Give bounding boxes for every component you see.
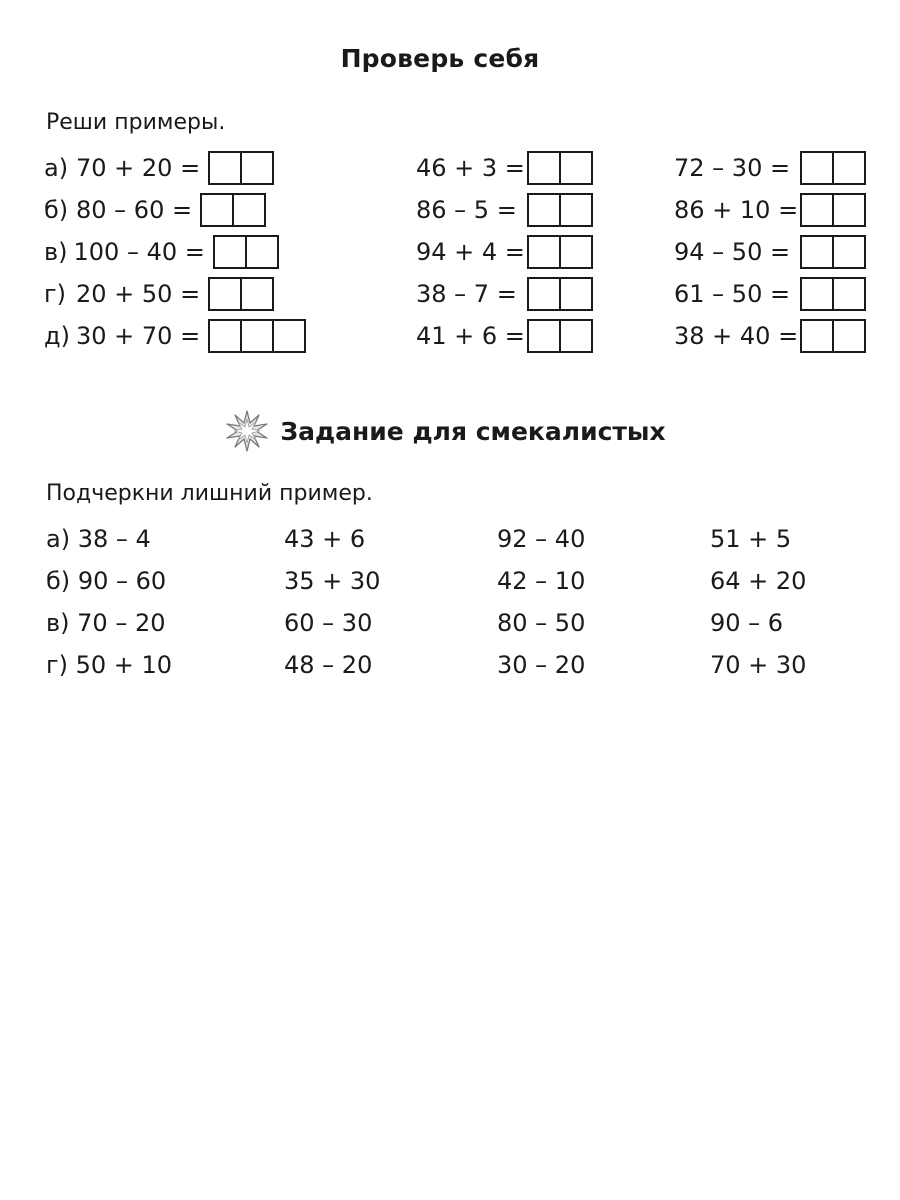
example-text: 38 – 4 — [77, 525, 151, 553]
answer-boxes-col2[interactable] — [527, 319, 593, 353]
answer-cell[interactable] — [529, 279, 559, 309]
odd-example-first[interactable] — [46, 523, 151, 555]
row-label: г) — [44, 280, 66, 308]
answer-boxes-col3[interactable] — [800, 319, 866, 353]
example-col2: 41 + 6 = — [416, 322, 525, 350]
odd-example[interactable]: 60 – 30 — [284, 609, 373, 637]
row-label: б) — [46, 567, 71, 595]
answer-cell[interactable] — [240, 321, 272, 351]
example-col1 — [44, 151, 200, 185]
example-col3: 72 – 30 = — [674, 154, 791, 182]
odd-example[interactable]: 30 – 20 — [497, 651, 586, 679]
answer-boxes-col1[interactable] — [208, 277, 274, 311]
star-burst-icon — [226, 410, 268, 452]
answer-cell[interactable] — [559, 321, 591, 351]
answer-boxes-col1[interactable] — [200, 193, 266, 227]
answer-cell[interactable] — [802, 153, 832, 183]
answer-boxes-col1[interactable] — [208, 151, 274, 185]
answer-cell[interactable] — [832, 321, 864, 351]
answer-cell[interactable] — [559, 195, 591, 225]
example-col1 — [44, 319, 200, 353]
answer-boxes-col1[interactable] — [213, 235, 279, 269]
example-col3: 86 + 10 = — [674, 196, 799, 224]
answer-cell[interactable] — [529, 195, 559, 225]
example-col1 — [44, 235, 205, 269]
example-col3: 38 + 40 = — [674, 322, 799, 350]
example-text: 70 – 20 — [77, 609, 166, 637]
answer-cell[interactable] — [559, 237, 591, 267]
answer-cell[interactable] — [210, 279, 240, 309]
row-label: в) — [44, 238, 68, 266]
odd-example-first[interactable] — [46, 649, 172, 681]
example-text: 20 + 50 = — [76, 280, 201, 308]
row-label: г) — [46, 651, 68, 679]
odd-example[interactable]: 48 – 20 — [284, 651, 373, 679]
answer-cell[interactable] — [802, 279, 832, 309]
answer-cell[interactable] — [272, 321, 304, 351]
answer-cell[interactable] — [210, 153, 240, 183]
answer-boxes-col3[interactable] — [800, 235, 866, 269]
task2-instruction: Подчеркни лишний пример. — [46, 481, 373, 506]
odd-example[interactable]: 64 + 20 — [710, 567, 807, 595]
answer-cell[interactable] — [245, 237, 277, 267]
example-col1 — [44, 277, 200, 311]
answer-boxes-col2[interactable] — [527, 235, 593, 269]
odd-example[interactable]: 70 + 30 — [710, 651, 807, 679]
example-col2: 46 + 3 = — [416, 154, 525, 182]
example-col2: 94 + 4 = — [416, 238, 525, 266]
odd-example[interactable]: 35 + 30 — [284, 567, 381, 595]
answer-cell[interactable] — [240, 279, 272, 309]
example-col1 — [44, 193, 192, 227]
answer-cell[interactable] — [832, 237, 864, 267]
example-text: 100 – 40 = — [73, 238, 205, 266]
answer-cell[interactable] — [215, 237, 245, 267]
answer-cell[interactable] — [240, 153, 272, 183]
answer-cell[interactable] — [802, 321, 832, 351]
answer-boxes-col2[interactable] — [527, 277, 593, 311]
answer-cell[interactable] — [832, 279, 864, 309]
example-col3: 61 – 50 = — [674, 280, 791, 308]
row-label: б) — [44, 196, 69, 224]
answer-cell[interactable] — [559, 153, 591, 183]
section2-header — [0, 410, 900, 452]
answer-boxes-col2[interactable] — [527, 151, 593, 185]
row-label: а) — [46, 525, 71, 553]
example-text: 70 + 20 = — [76, 154, 201, 182]
answer-cell[interactable] — [210, 321, 240, 351]
answer-boxes-col3[interactable] — [800, 151, 866, 185]
example-text: 50 + 10 — [75, 651, 173, 679]
answer-cell[interactable] — [529, 237, 559, 267]
section2-title: Задание для смекалистых — [280, 416, 666, 446]
answer-boxes-col3[interactable] — [800, 277, 866, 311]
task1-instruction: Реши примеры. — [46, 110, 226, 135]
answer-cell[interactable] — [529, 321, 559, 351]
example-col2: 86 – 5 = — [416, 196, 517, 224]
answer-cell[interactable] — [802, 237, 832, 267]
page-title: Проверь себя — [340, 44, 540, 73]
answer-boxes-col3[interactable] — [800, 193, 866, 227]
odd-example[interactable]: 90 – 6 — [710, 609, 784, 637]
odd-example[interactable]: 42 – 10 — [497, 567, 586, 595]
answer-boxes-col1[interactable] — [208, 319, 306, 353]
row-label: в) — [46, 609, 70, 637]
odd-example[interactable]: 92 – 40 — [497, 525, 586, 553]
odd-example-first[interactable] — [46, 565, 166, 597]
row-label: а) — [44, 154, 69, 182]
answer-cell[interactable] — [529, 153, 559, 183]
example-col3: 94 – 50 = — [674, 238, 791, 266]
odd-example[interactable]: 43 + 6 — [284, 525, 366, 553]
example-text: 90 – 60 — [77, 567, 167, 595]
answer-cell[interactable] — [202, 195, 232, 225]
odd-example[interactable]: 80 – 50 — [497, 609, 586, 637]
example-text: 30 + 70 = — [76, 322, 201, 350]
odd-example[interactable]: 51 + 5 — [710, 525, 792, 553]
answer-cell[interactable] — [559, 279, 591, 309]
answer-cell[interactable] — [802, 195, 832, 225]
odd-example-first[interactable] — [46, 607, 166, 639]
answer-boxes-col2[interactable] — [527, 193, 593, 227]
answer-cell[interactable] — [232, 195, 264, 225]
row-label: д) — [44, 322, 70, 350]
example-text: 80 – 60 = — [76, 196, 193, 224]
answer-cell[interactable] — [832, 195, 864, 225]
answer-cell[interactable] — [832, 153, 864, 183]
example-col2: 38 – 7 = — [416, 280, 517, 308]
